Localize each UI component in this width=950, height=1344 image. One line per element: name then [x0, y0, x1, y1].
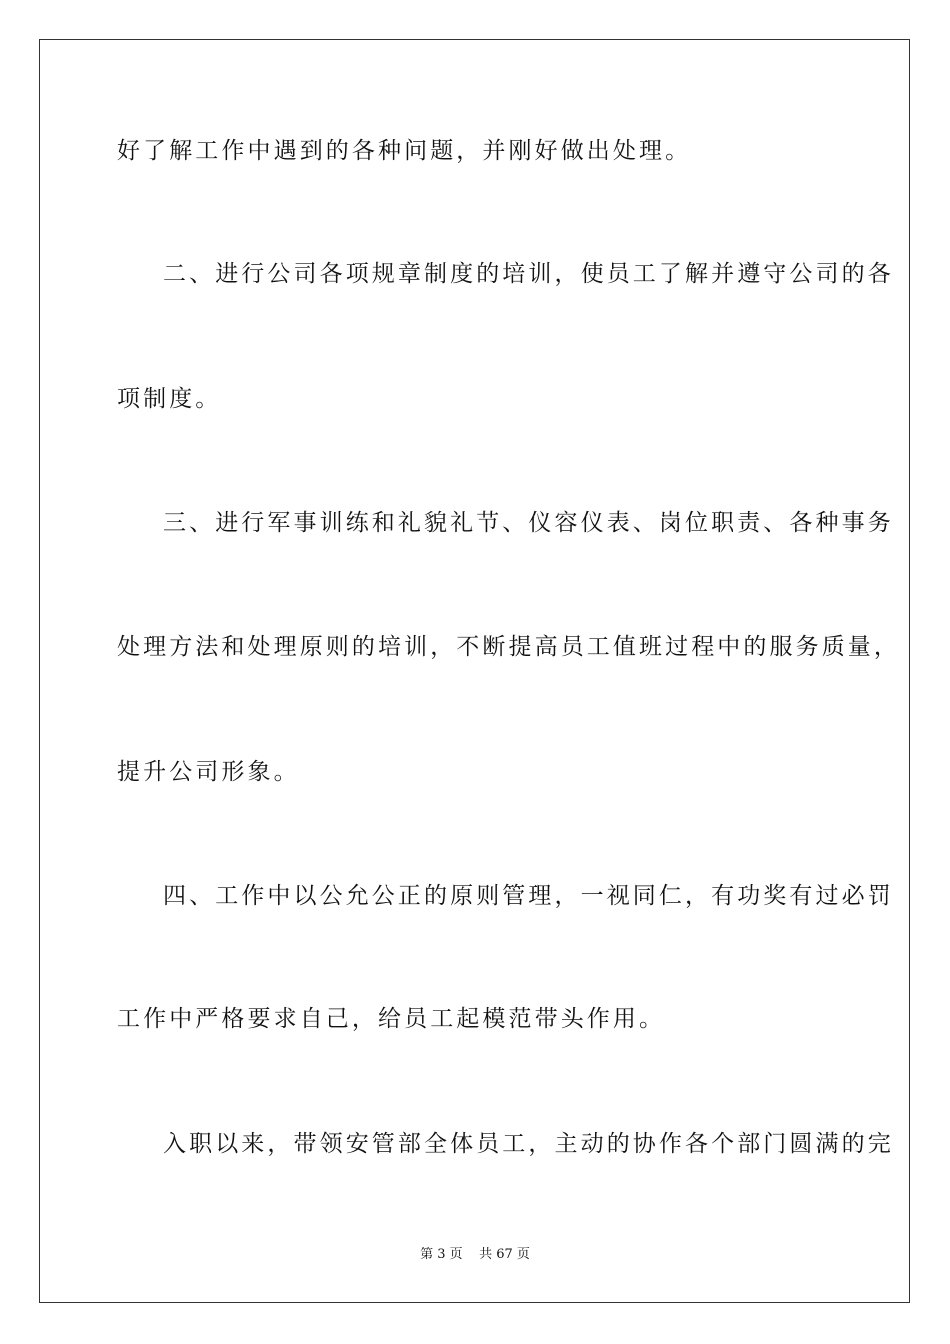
text-line-3: 项制度。: [117, 386, 222, 412]
text-line-6: 提升公司形象。: [117, 759, 300, 785]
text-line-2: 二、进行公司各项规章制度的培训，使员工了解并遵守公司的各: [163, 261, 894, 287]
page-border: [39, 39, 910, 1303]
text-line-5: 处理方法和处理原则的培训，不断提高员工值班过程中的服务质量，: [117, 634, 900, 660]
text-line-7: 四、工作中以公允公正的原则管理，一视同仁，有功奖有过必罚: [163, 883, 894, 909]
page-number-footer: 第 3 页 共 67 页: [420, 1247, 530, 1262]
text-line-8: 工作中严格要求自己，给员工起模范带头作用。: [117, 1006, 666, 1032]
text-line-1: 好了解工作中遇到的各种问题，并刚好做出处理。: [117, 138, 692, 164]
text-line-4: 三、进行军事训练和礼貌礼节、仪容仪表、岗位职责、各种事务: [163, 510, 894, 536]
text-line-9: 入职以来，带领安管部全体员工，主动的协作各个部门圆满的完: [163, 1131, 894, 1157]
